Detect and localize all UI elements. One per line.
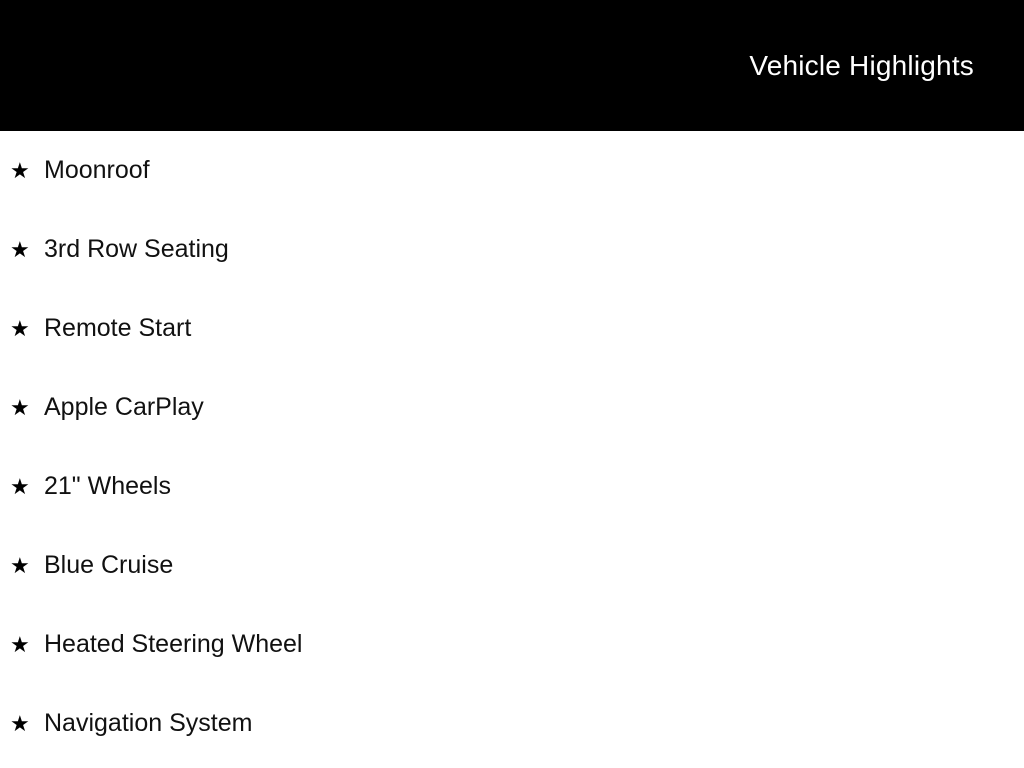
star-icon: ★ bbox=[10, 394, 30, 420]
star-icon: ★ bbox=[10, 710, 30, 736]
list-item bbox=[0, 605, 1024, 684]
highlight-label: Remote Start bbox=[44, 314, 192, 342]
list-item bbox=[0, 684, 1024, 763]
highlight-label: Blue Cruise bbox=[44, 551, 174, 579]
highlight-label: Apple CarPlay bbox=[44, 393, 204, 421]
star-icon: ★ bbox=[10, 236, 30, 262]
list-item bbox=[0, 131, 1024, 210]
star-icon: ★ bbox=[10, 473, 30, 499]
list-item bbox=[0, 368, 1024, 447]
highlight-label: 3rd Row Seating bbox=[44, 235, 229, 263]
list-item bbox=[0, 289, 1024, 368]
star-icon: ★ bbox=[10, 315, 30, 341]
list-item bbox=[0, 210, 1024, 289]
highlight-label: Heated Steering Wheel bbox=[44, 630, 303, 658]
header-bar bbox=[0, 0, 1024, 131]
highlight-label: Moonroof bbox=[44, 156, 150, 184]
star-icon: ★ bbox=[10, 552, 30, 578]
highlight-label: Navigation System bbox=[44, 709, 253, 737]
list-item bbox=[0, 526, 1024, 605]
list-item bbox=[0, 447, 1024, 526]
vehicle-highlights-list bbox=[0, 131, 1024, 763]
highlight-label: 21" Wheels bbox=[44, 472, 171, 500]
star-icon: ★ bbox=[10, 157, 30, 183]
star-icon: ★ bbox=[10, 631, 30, 657]
page-title: Vehicle Highlights bbox=[749, 49, 974, 81]
